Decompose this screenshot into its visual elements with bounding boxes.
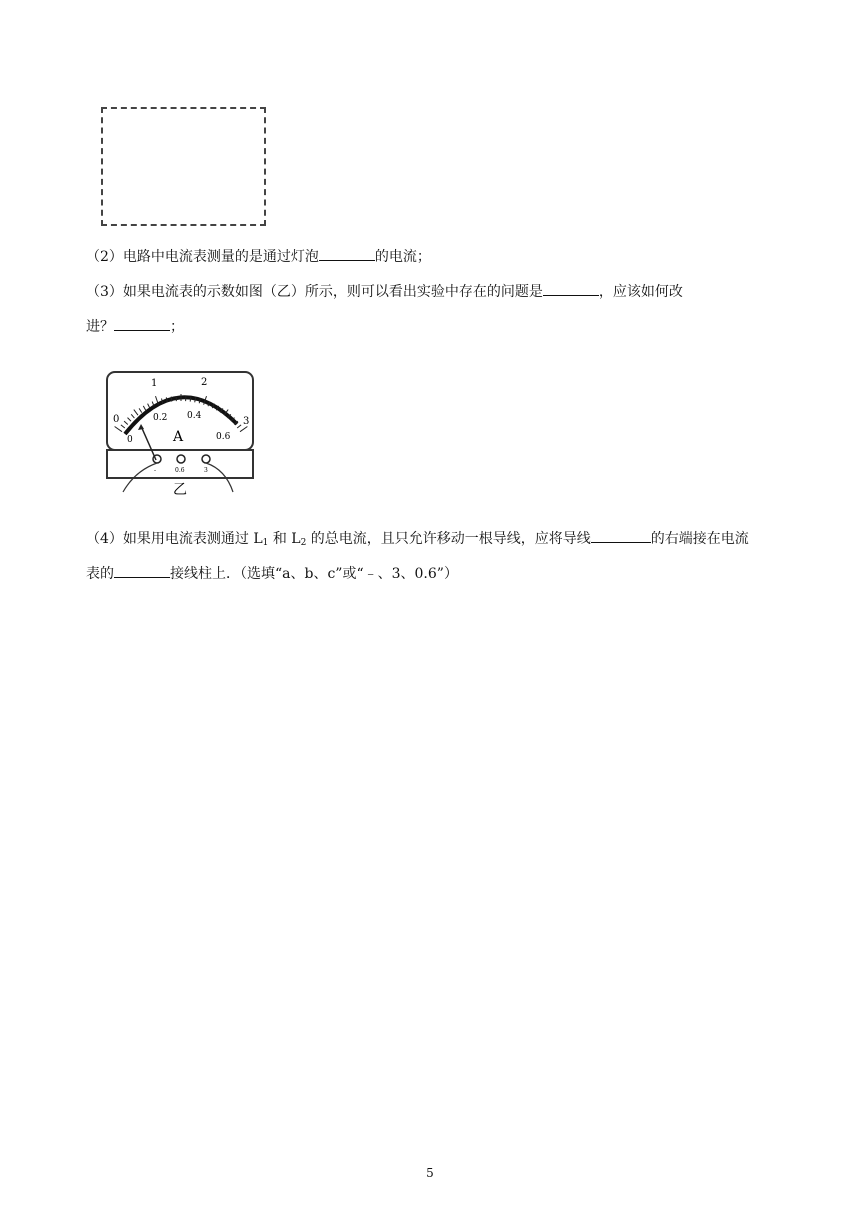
scale-tick <box>134 410 138 416</box>
answer-blank[interactable] <box>591 528 651 543</box>
terminal-label-0-6: 0.6 <box>175 467 185 474</box>
top-scale-0: 0 <box>113 414 120 425</box>
answer-blank[interactable] <box>543 281 599 296</box>
scale-tick <box>121 425 125 428</box>
scale-tick <box>131 414 134 418</box>
scale-tick <box>115 427 122 432</box>
answer-blank[interactable] <box>319 246 375 261</box>
terminal-negative <box>153 455 161 463</box>
scale-tick <box>237 425 241 428</box>
scale-tick <box>128 418 132 422</box>
top-scale-2: 2 <box>201 377 208 388</box>
bottom-scale-0-4: 0.4 <box>187 411 202 421</box>
scale-tick <box>143 406 145 410</box>
terminal-label-negative: - <box>154 467 157 474</box>
scale-tick <box>190 397 191 402</box>
meter-needle <box>141 426 156 460</box>
scale-tick <box>148 404 150 409</box>
scale-tick <box>171 397 172 402</box>
question-4-line-2: 表的 接线柱上．（选填“a、b、c”或“﹣、3、0.6”） <box>86 563 458 584</box>
question-3-line-2: 进？ ； <box>86 316 184 337</box>
answer-blank[interactable] <box>114 316 170 331</box>
question-4-line-1: （4）如果用电流表测通过 $L_1$ 和 $L_2$ 的总电流，且只允许移动一根导线，应将导线 的右端接在电流 <box>86 528 749 553</box>
figure-caption: 乙 <box>173 482 187 498</box>
top-scale-3: 3 <box>243 416 250 427</box>
question-2: （2）电路中电流表测量的是通过灯泡 的电流； <box>86 246 431 267</box>
bottom-scale-0: 0 <box>127 435 133 445</box>
page-number: 5 <box>426 1166 434 1180</box>
scale-tick <box>240 427 247 432</box>
needle-tip <box>138 424 144 430</box>
ammeter-figure <box>103 368 258 498</box>
question-3-line-1: （3）如果电流表的示数如图（乙）所示，则可以看出实验中存在的问题是 ，应该如何改 <box>86 281 683 302</box>
top-scale-1: 1 <box>151 378 158 389</box>
scale-tick <box>124 421 128 424</box>
bottom-scale-0-2: 0.2 <box>153 413 168 423</box>
terminal-label-3: 3 <box>204 467 208 474</box>
answer-blank[interactable] <box>114 563 170 578</box>
scale-tick <box>139 408 142 412</box>
meter-unit-label: A <box>173 429 184 445</box>
bottom-scale-0-6: 0.6 <box>216 432 231 442</box>
terminal-3 <box>202 455 210 463</box>
terminal-0-6 <box>177 455 185 463</box>
answer-drawing-box <box>101 107 266 226</box>
